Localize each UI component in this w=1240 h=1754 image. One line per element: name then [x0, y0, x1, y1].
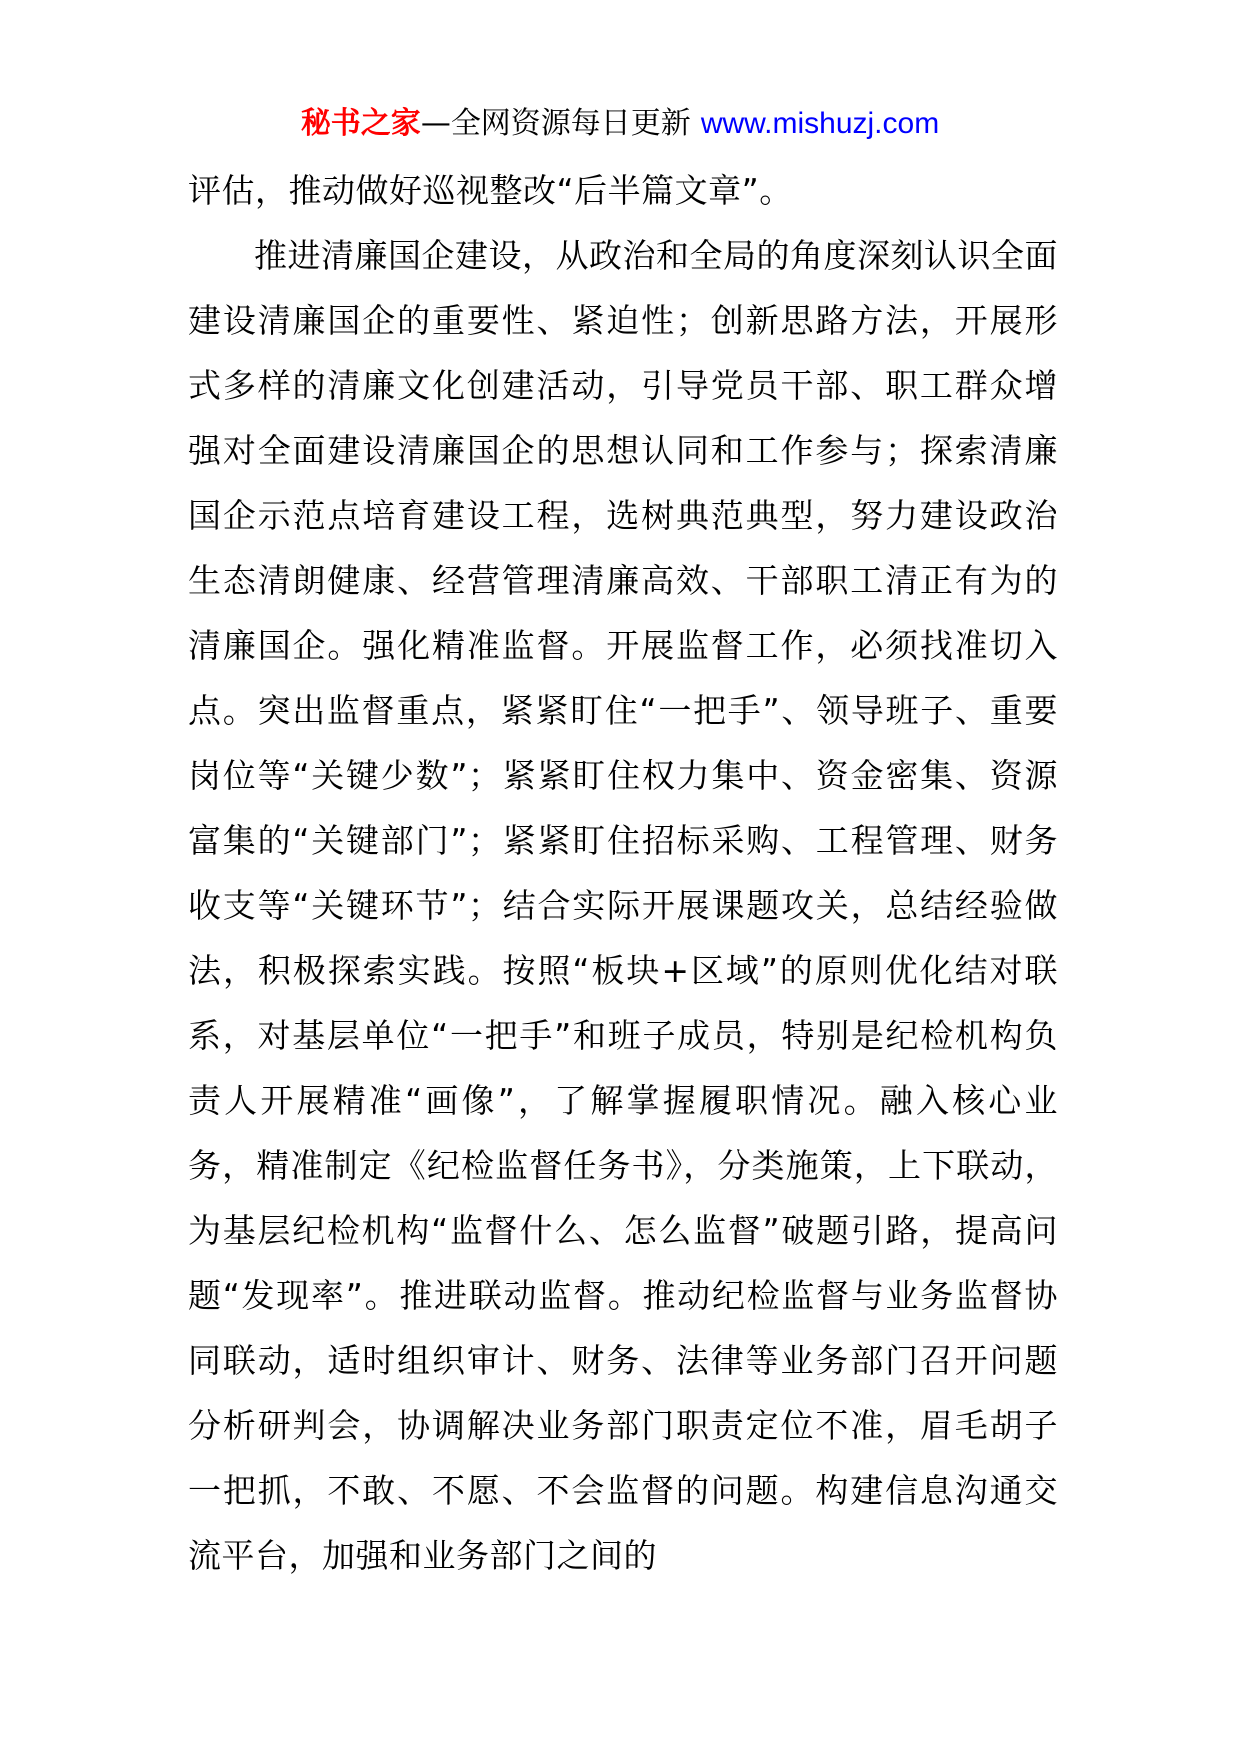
- document-body: [188, 158, 1058, 1588]
- brand-name: 秘书之家: [300, 106, 421, 141]
- page-header: [0, 100, 1240, 148]
- continued-paragraph: 评估，推动做好巡视整改“后半篇文章”。: [188, 171, 793, 210]
- main-paragraph: 推进清廉国企建设，从政治和全局的角度深刻认识全面建设清廉国企的重要性、紧迫性；创新思路方法，开展形式多样的清廉文化创建活动，引导党员干部、职工群众增强对全面建设清廉国企的思想认同和工作参与；探索清廉国企示范点培育建设工程，选树典范典型，努力建设政治生态清朗健康、经营管理清廉高效、干部职工清正有为的清廉国企。强化精准监督。开展监督工作，必须找准切入点。突出监督重点，紧紧盯住“一把手”、领导班子、重要岗位等“关键少数”；紧紧盯住权力集中、资金密集、资源富集的“关键部门”；紧紧盯住招标采购、工程管理、财务收支等“关键环节”；结合实际开展课题攻关，总结经验做法，积极探索实践。按照“板块+区域”的原则优化结对联系，对基层单位“一把手”和班子成员，特别是纪检机构负责人开展精准“画像”，了解掌握履职情况。融入核心业务，精准制定《纪检监督任务书》，分类施策，上下联动，为基层纪检机构“监督什么、怎么监督”破题引路，提高问题“发现率”。推进联动监督。推动纪检监督与业务监督协同联动，适时组织审计、财务、法律等业务部门召开问题分析研判会，协调解决业务部门职责定位不准，眉毛胡子一把抓，不敢、不愿、不会监督的问题。构建信息沟通交流平台，加强和业务部门之间的: [188, 236, 1058, 1575]
- header-tagline: —全网资源每日更新: [420, 106, 691, 141]
- site-url-link[interactable]: www.mishuzj.com: [700, 107, 940, 140]
